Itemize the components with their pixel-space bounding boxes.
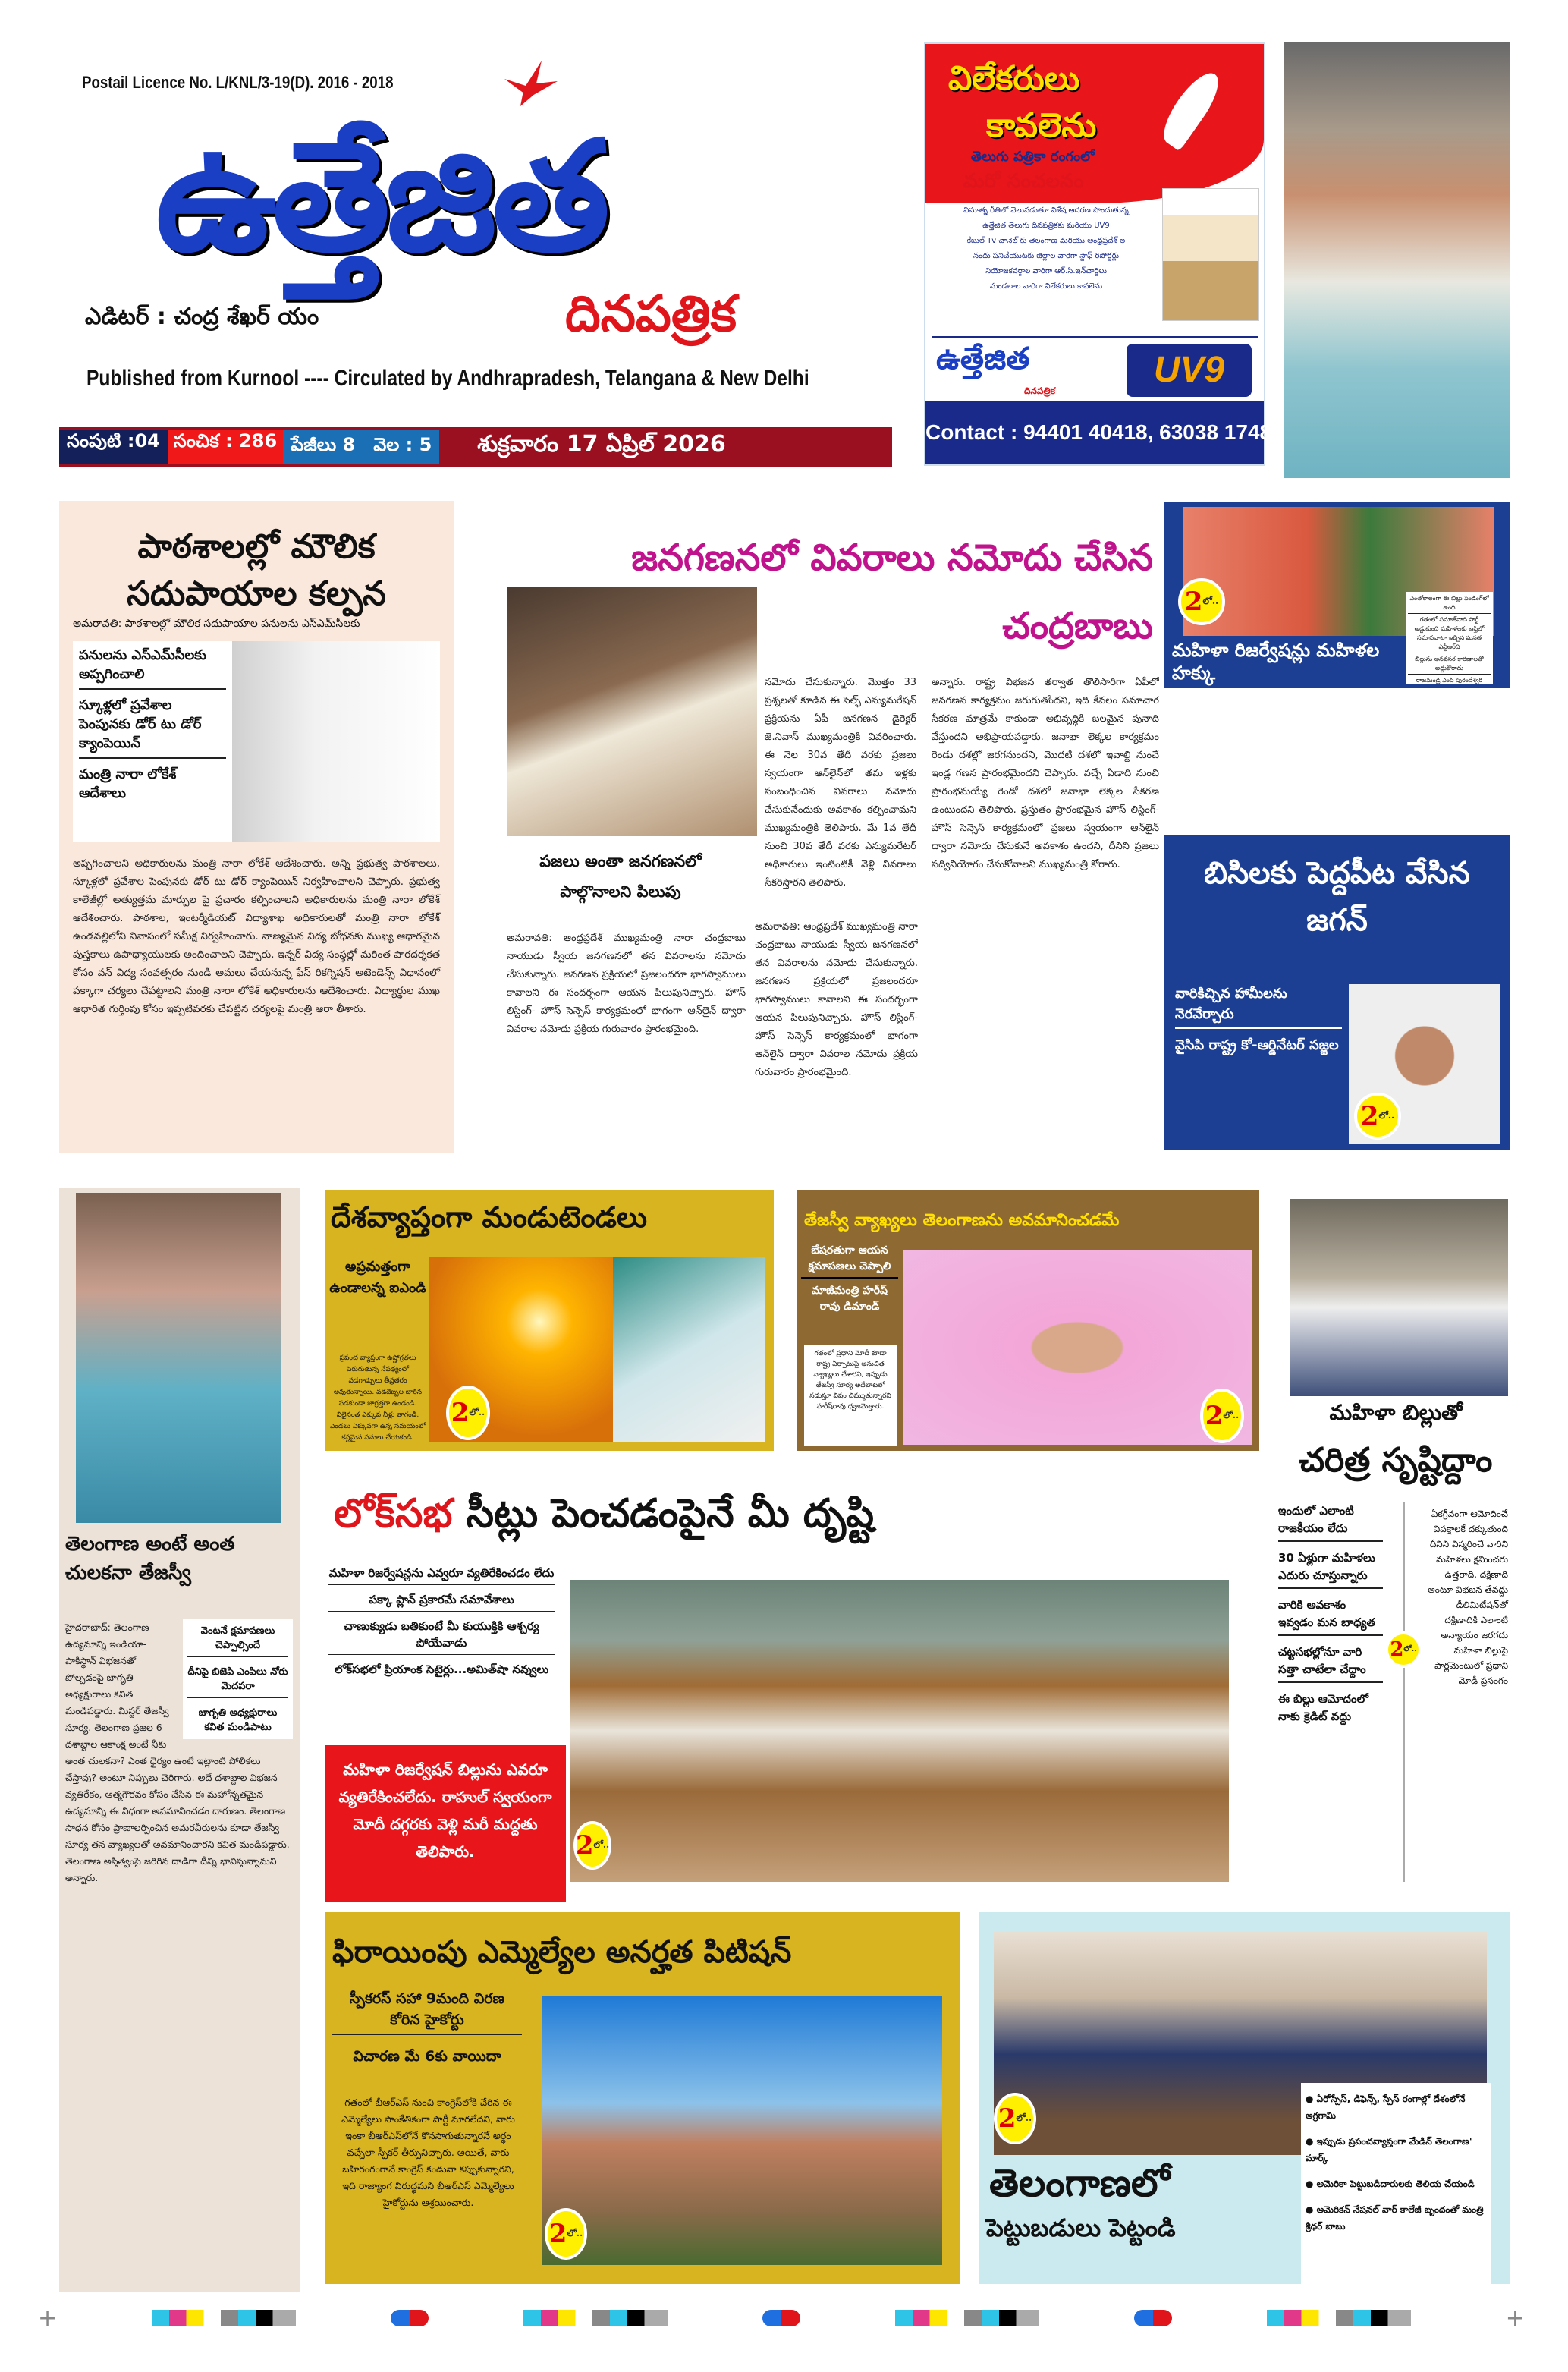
subhead: బేషరతుగా ఆయన క్షమాపణలు చెప్పాలి	[801, 1243, 898, 1279]
lead: అమరావతి: పాఠశాలల్లో మౌలిక సదుపాయాల పనులను ఎస్ఎమ్‌సీలకు	[73, 618, 360, 630]
high-court-photo	[542, 1996, 942, 2265]
subhead: అప్రమత్తంగా ఉండాలన్న ఐఎండి	[329, 1259, 426, 1296]
modi-right-text: ఏకగ్రీవంగా ఆమోదించే విపక్షాలకే దక్కుతుంది దీనిని విస్మరించే వారిని మహిళలు క్షమించరు ఉత్తరాది, దక్షిణాది అంటూ విభజన తేవద్దు డీలిమిటేషన్‌తో దక్షిణాదికి ఎలాంటి అన్యాయం జరగదు మహిళా బిల్లుపై పార్లమెంటులో ప్రధాని మోడీ ప్రసంగం	[1428, 1508, 1508, 1686]
article-body: గతంలో బీఆర్ఎస్ నుంచి కాంగ్రెస్‌లోకి చేరిన ఈ ఎమ్మెల్యేలు సాంకేతికంగా పార్టీ మారలేదని, వారు ఇంకా బీఆర్ఎస్‌లోనే కొనసాగుతున్నారనే అర్థం వచ్చేలా స్పీకర్ తీర్పునిచ్చారు. అయితే, వారు బహిరంగంగానే కాంగ్రెస్ కండువా కప్పుకున్నారని, ఇది రాజ్యాంగ విరుద్ధమని బీఆర్ఎస్ ఎమ్మెల్యేలు హైకోర్టును ఆశ్రయించారు.	[341, 2097, 515, 2208]
continued-badge: 2 లో..	[446, 1386, 490, 1440]
headline: పాఠశాలల్లో మౌలిక సదుపాయాల కల్పన	[127, 527, 386, 613]
subhead: ఎంతోకాలంగా ఈ బిల్లు పెండింగ్‌లో ఉంది	[1408, 594, 1491, 614]
subhead: వారికిచ్చిన హామీలను నెరవేర్చారు	[1175, 983, 1342, 1029]
headline-2: పెట్టుబడులు పెట్టండి	[986, 2213, 1176, 2242]
headline-rest: సీట్లు పెంచడంపైనే మీ దృష్టి	[466, 1491, 875, 1537]
continued-badge: 2 లో..	[994, 2093, 1036, 2144]
pages-price	[283, 430, 439, 464]
subhead: 30 ఏళ్లుగా మహిళలు ఎదురు చూస్తున్నారు	[1278, 1549, 1383, 1589]
kavitha-body-wrap	[65, 1619, 293, 1886]
loksabha-subheads	[328, 1565, 555, 1678]
defection-petition-story	[325, 1912, 960, 2284]
dinapatrika-subtitle: దినపత్రిక	[565, 285, 737, 343]
bullets	[1301, 2083, 1491, 2284]
subhead: బిల్లును అనవసర కారణాలతో అడ్డుకోరాదు	[1408, 655, 1491, 675]
headline-red: లోక్‌సభ	[334, 1491, 453, 1537]
headline: దేశవ్యాప్తంగా మండుటెండలు	[331, 1200, 648, 1234]
subhead: మంత్రి నారా లోకేశ్ ఆదేశాలు	[79, 766, 177, 801]
subhead: వైసిపి రాష్ట్ర కో-ఆర్డినేటర్ సజ్జల	[1175, 1037, 1339, 1053]
registration-marks	[38, 2304, 1525, 2332]
headline: తెలంగాణ అంటే అంత చులకనా తేజస్వీ	[65, 1533, 235, 1584]
subhead: విచారణ మే 6కు వాయిదా	[353, 2048, 501, 2065]
heatwave-story	[325, 1190, 774, 1451]
newspaper-logo: ఉత్తేజిత	[156, 109, 606, 285]
subhead: చాణుక్యుడు బతికుంటే మీ కుయుక్తికి ఆశ్చర్య పోయేవాడు	[328, 1618, 555, 1655]
ad-body-line: నందు పనిచేయుటకు జిల్లాల వారిగా స్టాఫ్ రిపోర్టర్లు	[973, 252, 1119, 260]
ad-contact: Contact : 94401 40418, 63038 17489	[925, 401, 1264, 464]
continued-badge: 2 లో..	[545, 2208, 587, 2260]
ad-body-line: ఉత్తేజిత తెలుగు దినపత్రికకు మరియు UV9	[982, 222, 1110, 230]
ad-title-2: కావలెను	[986, 106, 1097, 145]
subhead: గతంలో సమాజ్‌వాది పార్టీ అడ్డుకుంది మహిళలకు ఆస్తిలో సమానవాటా ఇచ్చిన ఘనత ఎన్టీఆర్‌ది	[1408, 615, 1491, 653]
modi-headline-1: మహిళా బిల్లుతో	[1329, 1400, 1463, 1425]
dove-icon	[504, 61, 558, 106]
ad-title-1: విలేకరులు	[948, 59, 1080, 98]
ad-line-2: మరో సంచలనం	[963, 170, 1084, 193]
article-body: అప్పగించాలని అధికారులను మంత్రి నారా లోకేశ్ ఆదేశించారు. అన్ని ప్రభుత్వ పాఠశాలలు, స్కూళ్లలో ప్రవేశాల పెంపునకు డోర్ టు డోర్ క్యాంపెయిన్ నిర్వహించాలని చెప్పారు. ప్రభుత్వ కాలేజీల్లో అత్యుత్తమ మార్పుల పై ప్రచారం కల్పించాలని అధికారులను మంత్రి నారా లోకేశ్ ఆదేశించారు. పాఠశాల, ఇంటర్మీడియట్ విద్యాశాఖ అధికారులతో మంత్రి నారా లోకేశ్ ఉండవల్లిలోని నివాసంలో సమీక్ష నిర్వహించారు. నాణ్యమైన విద్య బోధనకు ముఖ్య ఆధారమైన పుస్తకాలు ఉపాధ్యాయులకు అందించాలని చెప్పారు. ఇన్నర్ విద్య సంస్థల్లో మరింత పారదర్శకత కోసం వన్ విద్య సంవత్సరం నుండి అమలు చేయనున్న ఫేస్ రికగ్నిషన్ అటెండెన్స్ విధానంలో పక్కాగా చర్యలు చేపట్టాలని మంత్రి నారా లోకేశ్ అధికారులను ఆదేశించారు. విద్యార్థుల ముఖ ఆధారిత గుర్తింపు కోసం ఇప్పటివరకు చేపట్టిన చర్యలపై మంత్రి ఆరా తీశారు.	[73, 857, 440, 1015]
headline: మహిళా రిజర్వేషన్లు మహిళల హక్కు	[1172, 640, 1380, 684]
published-line: Published from Kurnool ---- Circulated by Andhrapradesh, Telangana & New Delhi	[86, 366, 809, 391]
subheads	[73, 641, 232, 842]
ad-body-line: నియోజకవర్గాల వారిగా ఆర్.సి.ఇన్‌చార్జిలు	[985, 267, 1107, 275]
crosshair-icon: +	[1505, 2304, 1525, 2332]
census-col-1b: అమరావతి: ఆంధ్రప్రదేశ్ ముఖ్యమంత్రి నారా చంద్రబాబు నాయుడు స్వీయ జనగణనలో తన వివరాలను నమోదు చేసుకున్నారు. జనగణన ప్రక్రియలో ప్రజలందరూ భాగస్వాములు కావాలని ఈ సందర్భంగా ఆయన పిలుపునిచ్చారు. హౌస్ లిస్టింగ్- హౌస్ సెన్సెస్ కార్యక్రమంలో భాగంగా ఆన్‌లైన్ ద్వారా వివరాల నమోదు ప్రక్రియ గురువారం ప్రారంభమైంది.	[507, 933, 746, 1035]
uv9-logo: UV9	[1127, 344, 1252, 397]
registration-dot	[762, 2310, 800, 2326]
ad-logo-sub: దినపత్రిక	[1024, 385, 1056, 396]
telangana-investment-story	[979, 1912, 1510, 2284]
chandrababu-census-photo	[507, 587, 757, 836]
subhead: మాజీమంత్రి హరీష్ రావు డిమాండ్	[811, 1285, 888, 1313]
subhead: స్కూళ్లలో ప్రవేశాల పెంపునకు డోర్ టు డోర్ క్యాంపెయిన్	[79, 697, 226, 759]
registration-dot	[391, 2310, 429, 2326]
newspaper-thumbnail	[1162, 188, 1259, 321]
bc-jagan-story	[1164, 835, 1510, 1150]
harish-rao-story	[797, 1190, 1259, 1451]
subhead: దీనిపై బిజెపి ఎంపిలు నోరు మెదపరా	[187, 1665, 288, 1698]
subhead: జాగృతి అధ్యక్షురాలు కవిత మండిపాటు	[198, 1707, 278, 1733]
issue-bar	[59, 427, 892, 467]
subheads	[1406, 592, 1493, 684]
loksabha-red-box: మహిళా రిజర్వేషన్ బిల్లును ఎవరూ వ్యతిరేకించలేదు. రాహుల్ స్వయంగా మోదీ దగ్గరకు వెళ్లి మరీ మద్దతు తెలిపారు.	[325, 1745, 566, 1902]
bullet-item: ● అమెరికా పెట్టుబడిదారులకు తెలియ చేయండి	[1306, 2179, 1475, 2189]
census-col-1a: నమోదు చేసుకున్నారు. మొత్తం 33 ప్రశ్నలతో కూడిన ఈ సెల్ఫ్ ఎన్యుమరేషన్ ప్రక్రియను ఏపీ జనగణన డైరెక్టర్ జె.నివాస్ ముఖ్యమంత్రికి వివరించారు. ఈ నెల 30వ తేదీ వరకు ప్రజలు స్వయంగా ఆన్‌లైన్‌లో తమ ఇళ్లకు సంబంధించిన వివరాలు నమోదు చేసుకునేందుకు అవకాశం కల్పించామని ముఖ్యమంత్రికి తెలిపారు. మే 1వ తేదీ నుంచి 30వ తేదీ వరకు ఎన్యుమరేటర్ అధికారులు ఇంటింటికీ వెళ్లి వివరాలు సేకరిస్తారని తెలిపారు.	[765, 677, 916, 889]
ad-logo: ఉత్తేజిత	[936, 341, 1030, 376]
modi-subheads-left	[1278, 1502, 1383, 1726]
census-headline: జనగణనలో వివరాలు నమోదు చేసిన చంద్రబాబు	[631, 536, 1153, 647]
subhead: వెంటనే క్షమాపణలు చెప్పాల్సిందే	[187, 1624, 288, 1657]
subhead: మహిళా రిజర్వేషన్లను ఎవ్వరూ వ్యతిరేకించడం లేదు	[328, 1565, 555, 1585]
ad-line-1: తెలుగు పత్రికా రంగంలో	[971, 149, 1095, 165]
ad-body-line: వినూత్న రీతిలో వెలువడుతూ విశేష ఆదరణ పొందుతున్న	[963, 206, 1129, 215]
bullet-item: ● ఇప్పుడు ప్రపంచవ్యాప్తంగా మేడిన్ తెలంగాణ' మార్క్	[1306, 2136, 1472, 2163]
issue-date: శుక్రవారం 17 ఏప్రిల్ 2026	[477, 431, 726, 458]
subheads	[332, 1988, 522, 2067]
subhead: రాజమండ్రి ఎంపి పురందేశ్వరి	[1416, 677, 1483, 684]
lokesh-photo	[232, 641, 440, 842]
modi-headline-2: చరిత్ర సృష్టిద్దాం	[1299, 1441, 1493, 1480]
loksabha-headline	[334, 1483, 1244, 1544]
subheads	[801, 1243, 898, 1315]
ad-body	[936, 203, 1156, 294]
parliament-photo	[570, 1580, 1229, 1882]
article-body: హైదరాబాద్: తెలంగాణ ఉద్యమాన్ని ఇండియా- పాకిస్థాన్ విభజనతో పోల్చడంపై జాగృతి అధ్యక్షురాలు కవిత మండిపడ్డారు. మిస్టర్ తేజస్వీ సూర్య. తెలంగాణ ప్రజల 6 దశాబ్దాల ఆకాంక్ష అంటే నీకు అంత చులకనా? ఎంత ధైర్యం ఉంటే ఇట్లాంటి పోలికలు చేస్తావు? అంటూ నిప్పులు చెరిగారు. అదే దశాబ్దాల విభజన వ్యతిరేకం, ఆత్మగౌరవం కోసం చేసిన ఈ మహోన్నతమైన ఉద్యమాన్ని ఈ విధంగా అవమానించడం దారుణం. తెలంగాణ సాధన కోసం ప్రాణాలర్పించిన అమరవీరులను కూడా తేజస్వీ సూర్య తన వ్యాఖ్యలతో అవమానించారని కవిత మండిపడ్డారు. తెలంగాణ అస్తిత్వంపై జరిగిన దాడిగా దీన్ని భావిస్తున్నామని అన్నారు.	[65, 1622, 290, 1883]
continued-badge: 2 లో..	[1385, 1631, 1422, 1668]
article-body: గతంలో ప్రధాని మోదీ కూడా రాష్ట్ర ఏర్పాటుపై అనుచిత వ్యాఖ్యలు చేశారని, ఇప్పుడు తేజస్వీ సూర్య అదేబాటలో నడుస్తూ విషం చిమ్ముతున్నారని హరీష్‌రావు ధ్వజమెత్తారు.	[804, 1345, 897, 1446]
headline: బిసిలకు పెద్దపీట వేసిన జగన్	[1204, 856, 1470, 938]
subhead: ఈ బిల్లు ఆమోదంలో నాకు క్రెడిట్ వద్దు	[1278, 1692, 1369, 1723]
headline-1: తెలంగాణలో	[989, 2161, 1171, 2205]
continued-badge: 2 లో..	[1354, 1093, 1401, 1140]
postal-licence: Postail Licence No. L/KNL/3-19(D). 2016 - 2018	[82, 73, 394, 92]
subheads	[1175, 983, 1342, 1055]
subhead: వారికి అవకాశం ఇవ్వడం మన బాధ్యత	[1278, 1597, 1383, 1636]
subhead: పనులను ఎస్ఎమ్‌సీలకు అప్పగించాలి	[79, 647, 226, 690]
color-bar	[895, 2310, 1039, 2326]
ad-body-line: కేబుల్ Tv చానెల్ కు తెలంగాణ మరియు ఆంధ్రప్రదేశ్ ల	[966, 237, 1126, 245]
color-bar	[1267, 2310, 1411, 2326]
women-reservation-story	[1164, 502, 1510, 688]
issue-number: సంచిక : 286	[168, 430, 283, 464]
continued-badge: 2 లో..	[1200, 1389, 1244, 1443]
census-col-1c: అమరావతి: ఆంధ్రప్రదేశ్ ముఖ్యమంత్రి నారా చంద్రబాబు నాయుడు స్వీయ జనగణనలో తన వివరాలను నమోదు చేసుకున్నారు. జనగణన ప్రక్రియలో ప్రజలందరూ భాగస్వాములు కావాలని ఈ సందర్భంగా ఆయన పిలుపునిచ్చారు. హౌస్ లిస్టింగ్- హౌస్ సెన్సెస్ కార్యక్రమంలో భాగంగా ఆన్‌లైన్ ద్వారా వివరాల నమోదు ప్రక్రియ గురువారం ప్రారంభమైంది.	[755, 921, 918, 1078]
crosshair-icon: +	[38, 2304, 58, 2332]
headline: ఫిరాయింపు ఎమ్మెల్యేల అనర్హత పిటిషన్	[332, 1935, 792, 1970]
volume: సంపుటి :04	[59, 430, 168, 464]
subhead: చట్టసభల్లోనూ వారి సత్తా చాటేలా చేద్దాం	[1278, 1644, 1383, 1683]
editor-name: ఎడిటర్ : చంద్ర శేఖర్ యం	[85, 304, 319, 330]
headline: తేజస్వీ వ్యాఖ్యలు తెలంగాణను అవమానించడమే	[804, 1211, 1120, 1230]
kavitha-photo	[76, 1193, 281, 1523]
price: వెల : 5	[373, 434, 432, 455]
kavitha-story	[59, 1188, 300, 2292]
subhead: ఇందులో ఎలాంటి రాజకీయం లేదు	[1278, 1502, 1383, 1542]
color-bar	[523, 2310, 668, 2326]
reporters-wanted-ad	[924, 42, 1284, 466]
subhead: స్పీకరస్ సహా 9మంది విరణ కోరిన హైకోర్టు	[332, 1988, 522, 2035]
registration-dot	[1134, 2310, 1172, 2326]
school-story	[59, 501, 454, 1153]
pages: పేజీలు 8	[291, 434, 356, 455]
kavitha-speaking-photo	[1284, 42, 1510, 478]
census-col-2: అన్నారు. రాష్ట్ర విభజన తర్వాత తొలిసారిగా ఏపీలో జనగణన కార్యక్రమం జరుగుతోందని, ఇది కేవలం సమాచార సేకరణ మాత్రమే కాకుండా అభివృద్ధికి బలమైన పునాది వేస్తుందని అభిప్రాయపడ్డారు. జనాభా లెక్కల కార్యక్రమం రెండు దశల్లో జరగనుందని, మొదటి దశలో ఇవాల్టి నుంచే ఇండ్ల గణన ప్రారంభమైందని చెప్పారు. వచ్చే ఏడాది నుంచి ప్రారంభమయ్యే రెండో దశలో జనాభా లెక్కల సేకరణ ఉంటుందని తెలిపారు. ప్రస్తుతం ప్రారంభమైన హౌస్ లిస్టింగ్- హౌస్ సెన్సెస్ కార్యక్రమంలో ప్రజలు స్వయంగా ఆన్‌లైన్ ద్వారా నమోదు చేసుకునే అవకాశం ఉందని, దీనిని ప్రజలు సద్వినియోగం చేసుకోవాలని ముఖ్యమంత్రి కోరారు.	[932, 677, 1159, 870]
census-caption: పజలు అంతా జనగణనలో పాల్గొనాలని పిలుపు	[539, 852, 702, 901]
article-body: ప్రపంచ వ్యాప్తంగా ఉష్ణోగ్రతలు పెరుగుతున్న నేపథ్యంలో వడగాడ్పులు తీవ్రతరం అవుతున్నాయి. వడదెబ్బల బారిన పడకుండా జాగ్రత్తగా ఉండండి. వీలైనంత ఎక్కువ నీళ్లు తాగండి. ఎండలు ఎక్కువగా ఉన్న సమయంలో కష్టమైన పనులు చేయకండి.	[329, 1354, 426, 1442]
bullet-item: ● ఏరోస్పేస్, డిఫెన్స్, స్పేస్ రంగాల్లో దేశంలోనే అగ్రగామి	[1306, 2094, 1466, 2121]
continued-badge: 2 లో..	[573, 1821, 611, 1870]
bullet-item: ● అమెరికన్ నేషనల్ వార్ కాలేజీ బృందంతో మంత్రి శ్రీధర్ బాబు	[1306, 2204, 1484, 2232]
modi-parliament-photo	[1290, 1199, 1508, 1396]
subheads	[183, 1619, 293, 1739]
harish-rao-photo	[903, 1250, 1252, 1445]
ad-body-line: మండలాల వారిగా విలేకరులు కావలెను	[989, 282, 1103, 291]
subhead: లోక్‌సభలో ప్రియాంక సెటైర్లు...అమిత్‌షా నవ్వులు	[334, 1663, 549, 1676]
woman-shielding-sun-photo	[613, 1257, 765, 1442]
subhead: పక్కా ప్లాన్ ప్రకారమే సమావేశాలు	[328, 1591, 555, 1612]
continued-badge: 2 లో..	[1178, 578, 1225, 625]
color-bar	[152, 2310, 296, 2326]
